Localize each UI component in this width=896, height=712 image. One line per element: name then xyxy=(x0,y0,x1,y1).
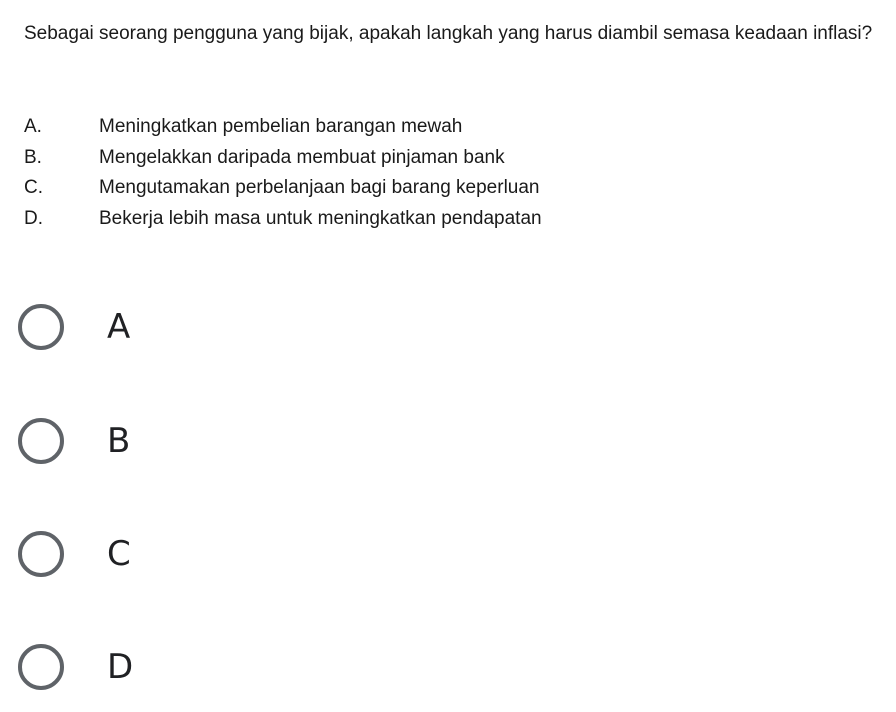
question-text: Sebagai seorang pengguna yang bijak, apakah langkah yang harus diambil semasa keadaan inflasi? xyxy=(24,23,873,44)
answer-label: D xyxy=(107,647,134,687)
option-text: Bekerja lebih masa untuk meningkatkan pendapatan xyxy=(99,207,542,229)
answer-choice-a[interactable] xyxy=(18,295,318,359)
option-letter: C. xyxy=(24,177,43,198)
option-letter: A. xyxy=(24,116,42,137)
answer-label: A xyxy=(107,307,131,347)
radio-button-icon[interactable] xyxy=(18,418,64,464)
option-letter: D. xyxy=(24,207,43,229)
answer-choice-d[interactable] xyxy=(18,635,318,699)
option-text: Meningkatkan pembelian barangan mewah xyxy=(99,116,463,137)
option-letter: B. xyxy=(24,146,42,168)
answer-label: B xyxy=(107,421,131,461)
radio-button-icon[interactable] xyxy=(18,304,64,350)
radio-button-icon[interactable] xyxy=(18,531,64,577)
answer-label: C xyxy=(107,534,131,574)
answer-choice-c[interactable] xyxy=(18,522,318,586)
radio-button-icon[interactable] xyxy=(18,644,64,690)
option-text: Mengutamakan perbelanjaan bagi barang keperluan xyxy=(99,177,540,198)
answer-choice-b[interactable] xyxy=(18,409,318,473)
option-text: Mengelakkan daripada membuat pinjaman bank xyxy=(99,146,505,168)
